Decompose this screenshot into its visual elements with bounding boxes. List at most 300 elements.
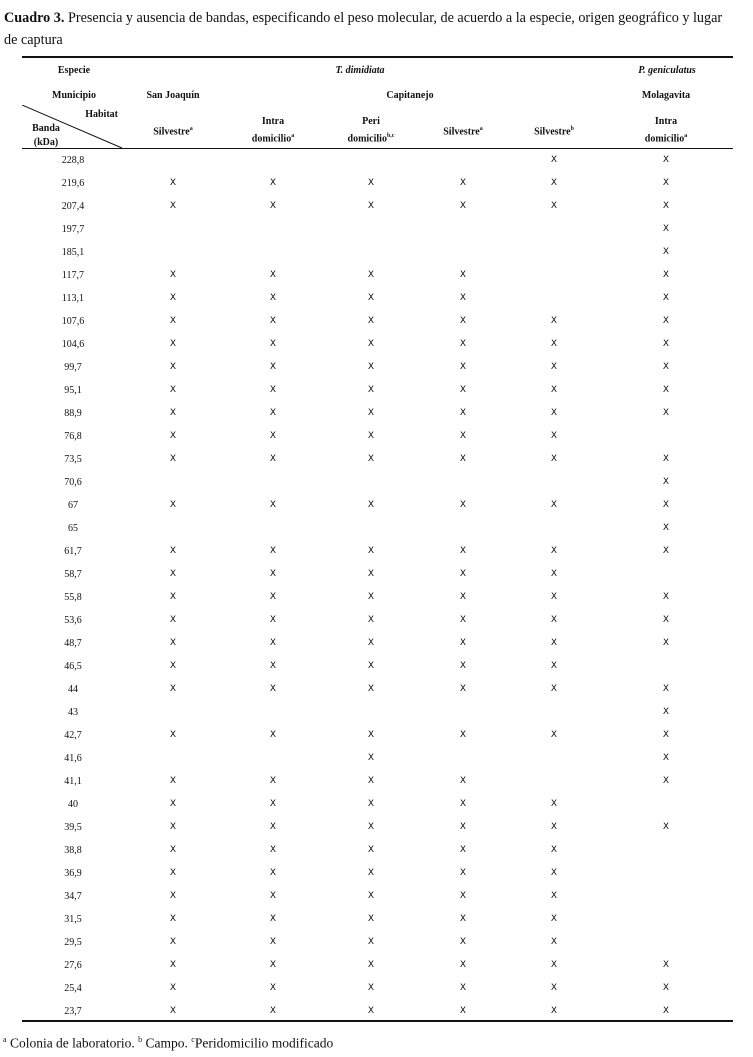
table-row <box>0 196 753 219</box>
presence-mark: X <box>550 339 558 349</box>
presence-mark: X <box>269 776 277 786</box>
presence-mark: X <box>367 201 375 211</box>
presence-mark: X <box>459 868 467 878</box>
presence-mark: X <box>169 776 177 786</box>
presence-mark: X <box>550 799 558 809</box>
presence-mark: X <box>662 385 670 395</box>
presence-mark: X <box>367 385 375 395</box>
presence-mark: X <box>550 316 558 326</box>
presence-mark: X <box>169 569 177 579</box>
presence-mark: X <box>367 730 375 740</box>
band-value: 27,6 <box>64 960 82 971</box>
band-value: 73,5 <box>64 454 82 465</box>
presence-mark: X <box>367 937 375 947</box>
band-value: 117,7 <box>61 270 85 281</box>
presence-mark: X <box>169 362 177 372</box>
presence-mark: X <box>550 155 558 165</box>
presence-mark: X <box>367 178 375 188</box>
presence-mark: X <box>169 385 177 395</box>
presence-mark: X <box>269 201 277 211</box>
presence-mark: X <box>662 316 670 326</box>
presence-mark: X <box>269 730 277 740</box>
habitat-column-header <box>504 122 604 139</box>
presence-mark: X <box>550 385 558 395</box>
municipio-label: Municipio <box>52 90 96 101</box>
presence-mark: X <box>269 454 277 464</box>
presence-mark: X <box>459 1006 467 1016</box>
presence-mark: X <box>169 960 177 970</box>
presence-mark: X <box>662 408 670 418</box>
presence-mark: X <box>459 661 467 671</box>
habitat-column-header <box>223 115 323 146</box>
habitat-column-superscript: a <box>479 126 483 132</box>
presence-mark: X <box>367 615 375 625</box>
presence-mark: X <box>269 799 277 809</box>
table-footnote <box>3 1035 333 1052</box>
presence-mark: X <box>367 684 375 694</box>
presence-mark: X <box>269 684 277 694</box>
caption-text: Presencia y ausencia de bandas, especificando el peso molecular, de acuerdo a la especie, origen geográfico y lugar <box>64 10 723 26</box>
habitat-column-superscript: a <box>684 133 688 139</box>
presence-mark: X <box>367 362 375 372</box>
presence-mark: X <box>550 500 558 510</box>
presence-mark: X <box>459 339 467 349</box>
table-row <box>0 495 753 518</box>
presence-mark: X <box>662 477 670 487</box>
table-row <box>0 679 753 702</box>
presence-mark: X <box>269 546 277 556</box>
presence-mark: X <box>459 270 467 280</box>
presence-mark: X <box>269 178 277 188</box>
habitat-column-line: domicilio <box>251 133 292 145</box>
presence-mark: X <box>367 339 375 349</box>
presence-mark: X <box>169 822 177 832</box>
presence-mark: X <box>269 270 277 280</box>
band-value: 219,6 <box>61 178 85 189</box>
presence-mark: X <box>550 1006 558 1016</box>
table-row <box>0 518 753 541</box>
presence-mark: X <box>459 500 467 510</box>
presence-mark: X <box>459 638 467 648</box>
table-row <box>0 863 753 886</box>
presence-mark: X <box>169 661 177 671</box>
presence-mark: X <box>662 684 670 694</box>
habitat-column-header <box>413 122 513 139</box>
presence-mark: X <box>367 960 375 970</box>
table-row <box>0 633 753 656</box>
table-bottom-rule <box>22 1020 733 1022</box>
band-value: 70,6 <box>64 477 82 488</box>
presence-mark: X <box>459 178 467 188</box>
table-row <box>0 403 753 426</box>
footnote-a-text: Colonia de laboratorio. <box>6 1035 139 1051</box>
presence-mark: X <box>367 822 375 832</box>
presence-mark: X <box>459 983 467 993</box>
presence-mark: X <box>169 339 177 349</box>
table-row <box>0 587 753 610</box>
presence-mark: X <box>367 799 375 809</box>
presence-mark: X <box>367 845 375 855</box>
table-row <box>0 311 753 334</box>
presence-mark: X <box>269 638 277 648</box>
presence-mark: X <box>169 684 177 694</box>
presence-mark: X <box>269 661 277 671</box>
presence-mark: X <box>169 408 177 418</box>
table-row <box>0 955 753 978</box>
presence-mark: X <box>269 891 277 901</box>
habitat-column-superscript: b,c <box>386 133 395 139</box>
table-row <box>0 334 753 357</box>
presence-mark: X <box>169 638 177 648</box>
presence-mark: X <box>169 500 177 510</box>
municipio-molagavita: Molagavita <box>641 90 691 101</box>
presence-mark: X <box>550 362 558 372</box>
footnote-c-mark: c <box>191 1035 195 1044</box>
presence-mark: X <box>367 1006 375 1016</box>
presence-mark: X <box>662 753 670 763</box>
habitat-column-line: domicilio <box>347 133 387 145</box>
presence-mark: X <box>459 914 467 924</box>
band-value: 55,8 <box>64 592 82 603</box>
table-row <box>0 357 753 380</box>
habitat-column-line: Silvestre <box>443 126 480 138</box>
presence-mark: X <box>459 316 467 326</box>
presence-mark: X <box>662 454 670 464</box>
presence-mark: X <box>169 799 177 809</box>
banda-label: Banda <box>32 123 60 134</box>
presence-mark: X <box>550 431 558 441</box>
band-value: 58,7 <box>64 569 82 580</box>
presence-mark: X <box>550 569 558 579</box>
presence-mark: X <box>550 661 558 671</box>
table-row <box>0 265 753 288</box>
table-row <box>0 817 753 840</box>
table-row <box>0 932 753 955</box>
presence-mark: X <box>550 684 558 694</box>
presence-mark: X <box>169 293 177 303</box>
presence-mark: X <box>662 983 670 993</box>
presence-mark: X <box>269 983 277 993</box>
habitat-column-header <box>616 115 716 146</box>
table-row <box>0 288 753 311</box>
presence-mark: X <box>269 408 277 418</box>
presence-mark: X <box>550 408 558 418</box>
table-row <box>0 978 753 1001</box>
presence-mark: X <box>367 408 375 418</box>
presence-mark: X <box>662 776 670 786</box>
table-row <box>0 840 753 863</box>
presence-mark: X <box>550 592 558 602</box>
band-value: 41,6 <box>64 753 82 764</box>
footnote-c-text: Peridomicilio modificado <box>194 1035 334 1051</box>
presence-mark: X <box>367 454 375 464</box>
presence-mark: X <box>367 500 375 510</box>
band-value: 197,7 <box>61 224 85 235</box>
presence-mark: X <box>662 178 670 188</box>
presence-mark: X <box>459 937 467 947</box>
presence-mark: X <box>169 891 177 901</box>
presence-mark: X <box>662 707 670 717</box>
presence-mark: X <box>269 316 277 326</box>
table-row <box>0 610 753 633</box>
band-value: 67 <box>68 500 78 511</box>
presence-mark: X <box>367 431 375 441</box>
presence-mark: X <box>169 615 177 625</box>
presence-mark: X <box>367 293 375 303</box>
band-value: 42,7 <box>64 730 82 741</box>
presence-mark: X <box>459 684 467 694</box>
presence-mark: X <box>367 661 375 671</box>
band-value: 40 <box>68 799 78 810</box>
presence-mark: X <box>662 730 670 740</box>
presence-mark: X <box>550 937 558 947</box>
presence-mark: X <box>459 730 467 740</box>
presence-mark: X <box>662 270 670 280</box>
presence-mark: X <box>269 500 277 510</box>
table-row <box>0 150 753 173</box>
band-value: 185,1 <box>61 247 85 258</box>
presence-mark: X <box>269 431 277 441</box>
presence-mark: X <box>269 362 277 372</box>
presence-mark: X <box>662 339 670 349</box>
presence-mark: X <box>169 546 177 556</box>
band-value: 53,6 <box>64 615 82 626</box>
habitat-column-header <box>321 115 421 146</box>
presence-mark: X <box>169 868 177 878</box>
municipio-san-joaquin: San Joaquín <box>146 90 200 101</box>
presence-mark: X <box>169 1006 177 1016</box>
presence-mark: X <box>269 822 277 832</box>
habitat-column-superscript: b <box>570 126 574 132</box>
presence-mark: X <box>169 201 177 211</box>
presence-mark: X <box>169 592 177 602</box>
band-value: 107,6 <box>61 316 85 327</box>
presence-mark: X <box>662 201 670 211</box>
presence-mark: X <box>662 546 670 556</box>
band-value: 43 <box>68 707 78 718</box>
presence-mark: X <box>662 592 670 602</box>
table-row <box>0 909 753 932</box>
presence-mark: X <box>662 1006 670 1016</box>
presence-mark: X <box>459 408 467 418</box>
presence-mark: X <box>662 615 670 625</box>
band-value: 36,9 <box>64 868 82 879</box>
presence-mark: X <box>662 362 670 372</box>
band-value: 34,7 <box>64 891 82 902</box>
presence-mark: X <box>459 385 467 395</box>
presence-mark: X <box>169 454 177 464</box>
habitat-column-superscript: a <box>291 133 295 139</box>
presence-mark: X <box>269 293 277 303</box>
presence-mark: X <box>459 891 467 901</box>
presence-mark: X <box>550 868 558 878</box>
table-row <box>0 173 753 196</box>
presence-mark: X <box>367 546 375 556</box>
presence-mark: X <box>169 431 177 441</box>
kda-label: (kDa) <box>33 137 59 148</box>
presence-mark: X <box>550 454 558 464</box>
presence-mark: X <box>367 983 375 993</box>
presence-mark: X <box>459 454 467 464</box>
presence-mark: X <box>662 247 670 257</box>
presence-mark: X <box>459 845 467 855</box>
table-row <box>0 656 753 679</box>
band-value: 99,7 <box>64 362 82 373</box>
header-bottom-rule <box>22 148 733 149</box>
habitat-column-header <box>123 122 223 139</box>
habitat-column-line: domicilio <box>644 133 685 145</box>
table-row <box>0 541 753 564</box>
band-value: 88,9 <box>64 408 82 419</box>
presence-mark: X <box>269 960 277 970</box>
band-value: 38,8 <box>64 845 82 856</box>
presence-mark: X <box>550 822 558 832</box>
habitat-column-line: Silvestre <box>153 126 190 138</box>
presence-mark: X <box>269 339 277 349</box>
presence-mark: X <box>169 845 177 855</box>
especie-label: Especie <box>57 65 91 76</box>
presence-mark: X <box>550 845 558 855</box>
presence-mark: X <box>459 822 467 832</box>
presence-mark: X <box>459 799 467 809</box>
presence-mark: X <box>169 270 177 280</box>
table-row <box>0 380 753 403</box>
table-row <box>0 449 753 472</box>
presence-mark: X <box>662 638 670 648</box>
presence-mark: X <box>269 845 277 855</box>
presence-mark: X <box>367 753 375 763</box>
table-row <box>0 242 753 265</box>
table-row <box>0 725 753 748</box>
presence-mark: X <box>269 592 277 602</box>
table-row <box>0 771 753 794</box>
table-row <box>0 702 753 725</box>
presence-mark: X <box>459 362 467 372</box>
band-value: 207,4 <box>61 201 85 212</box>
presence-mark: X <box>459 776 467 786</box>
table-caption <box>4 7 752 51</box>
band-value: 25,4 <box>64 983 82 994</box>
caption-label: Cuadro 3. <box>4 10 65 26</box>
habitat-column-line: Intra <box>654 116 678 127</box>
presence-mark: X <box>550 201 558 211</box>
presence-mark: X <box>169 914 177 924</box>
presence-mark: X <box>550 960 558 970</box>
presence-mark: X <box>662 500 670 510</box>
presence-mark: X <box>169 178 177 188</box>
header-diagonal-divider <box>22 105 124 149</box>
presence-mark: X <box>459 615 467 625</box>
habitat-column-line: Silvestre <box>534 126 571 138</box>
band-value: 31,5 <box>64 914 82 925</box>
table-row <box>0 472 753 495</box>
presence-mark: X <box>269 914 277 924</box>
presence-mark: X <box>459 546 467 556</box>
band-value: 95,1 <box>64 385 82 396</box>
presence-mark: X <box>550 730 558 740</box>
presence-mark: X <box>459 592 467 602</box>
presence-mark: X <box>169 937 177 947</box>
table-row <box>0 794 753 817</box>
presence-mark: X <box>459 569 467 579</box>
footnote-b-text: Campo. <box>142 1035 192 1051</box>
presence-mark: X <box>550 178 558 188</box>
table-top-rule <box>22 56 733 58</box>
band-value: 61,7 <box>64 546 82 557</box>
band-value: 228,8 <box>61 155 85 166</box>
presence-mark: X <box>269 868 277 878</box>
presence-mark: X <box>269 1006 277 1016</box>
presence-mark: X <box>367 776 375 786</box>
habitat-column-line: Peri <box>362 116 380 127</box>
presence-mark: X <box>367 569 375 579</box>
table-row <box>0 426 753 449</box>
presence-mark: X <box>459 293 467 303</box>
band-value: 46,5 <box>64 661 82 672</box>
presence-mark: X <box>550 638 558 648</box>
habitat-column-line: Intra <box>261 116 285 127</box>
presence-mark: X <box>367 868 375 878</box>
table-row <box>0 564 753 587</box>
presence-mark: X <box>269 937 277 947</box>
habitat-label: Habitat <box>85 109 118 120</box>
band-value: 41,1 <box>64 776 82 787</box>
band-value: 65 <box>68 523 78 534</box>
presence-mark: X <box>459 960 467 970</box>
presence-mark: X <box>367 316 375 326</box>
species-t-dimidiata: T. dimidiata <box>335 65 385 76</box>
habitat-column-superscript: a <box>189 126 193 132</box>
presence-mark: X <box>662 155 670 165</box>
table-row <box>0 219 753 242</box>
presence-mark: X <box>367 891 375 901</box>
species-p-geniculatus: P. geniculatus <box>638 65 696 76</box>
band-value: 23,7 <box>64 1006 82 1017</box>
presence-mark: X <box>550 983 558 993</box>
presence-mark: X <box>269 569 277 579</box>
presence-mark: X <box>459 431 467 441</box>
band-value: 104,6 <box>61 339 85 350</box>
presence-mark: X <box>662 523 670 533</box>
presence-mark: X <box>662 960 670 970</box>
footnote-a-mark: a <box>3 1035 7 1044</box>
presence-mark: X <box>367 638 375 648</box>
presence-mark: X <box>550 891 558 901</box>
municipio-capitanejo: Capitanejo <box>386 90 434 101</box>
presence-mark: X <box>169 983 177 993</box>
band-value: 113,1 <box>61 293 85 304</box>
presence-mark: X <box>269 385 277 395</box>
presence-mark: X <box>367 592 375 602</box>
band-value: 76,8 <box>64 431 82 442</box>
presence-mark: X <box>169 730 177 740</box>
presence-mark: X <box>367 270 375 280</box>
band-value: 39,5 <box>64 822 82 833</box>
table-row <box>0 748 753 771</box>
presence-mark: X <box>169 316 177 326</box>
presence-mark: X <box>269 615 277 625</box>
presence-mark: X <box>662 293 670 303</box>
band-value: 29,5 <box>64 937 82 948</box>
presence-mark: X <box>550 615 558 625</box>
presence-mark: X <box>662 822 670 832</box>
presence-mark: X <box>367 914 375 924</box>
presence-mark: X <box>662 224 670 234</box>
table-row <box>0 886 753 909</box>
band-value: 44 <box>68 684 78 695</box>
footnote-b-mark: b <box>138 1035 143 1044</box>
caption-text-continued: de captura <box>4 32 63 48</box>
